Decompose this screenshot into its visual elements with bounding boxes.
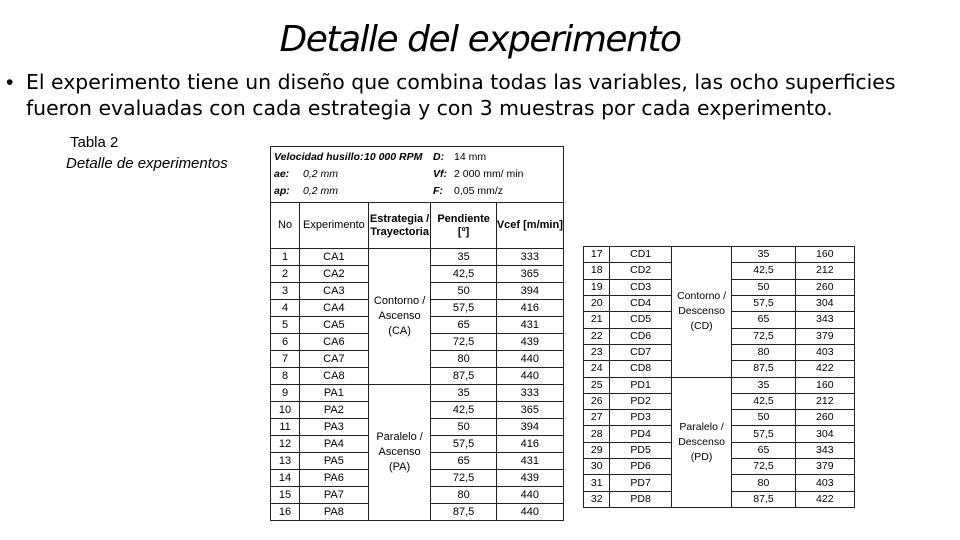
cell-no: 23 xyxy=(584,344,610,360)
parameters-cell xyxy=(271,147,564,203)
cell-no: 21 xyxy=(584,312,610,328)
cell-experimento: CD2 xyxy=(610,263,671,279)
param-d-value: 14 mm xyxy=(454,151,487,163)
param-d-label: D: xyxy=(433,151,445,163)
cell-pendiente: 35 xyxy=(431,249,496,266)
cell-vcef: 422 xyxy=(795,491,854,507)
cell-pendiente: 72,5 xyxy=(732,459,795,475)
cell-vcef: 160 xyxy=(795,247,854,263)
cell-experimento: CD4 xyxy=(610,295,671,311)
cell-experimento: CA6 xyxy=(300,334,369,351)
table-row xyxy=(271,249,564,266)
cell-pendiente: 50 xyxy=(431,419,496,436)
cell-vcef: 379 xyxy=(795,328,854,344)
cell-experimento: PA5 xyxy=(300,453,369,470)
param-ap-label: ap: xyxy=(274,185,290,197)
cell-vcef: 333 xyxy=(496,249,563,266)
cell-experimento: PA1 xyxy=(300,385,369,402)
cell-experimento: PD7 xyxy=(610,475,671,491)
cell-no: 26 xyxy=(584,393,610,409)
cell-experimento: CA4 xyxy=(300,300,369,317)
cell-experimento: CA8 xyxy=(300,368,369,385)
cell-experimento: CA7 xyxy=(300,351,369,368)
cell-vcef: 260 xyxy=(795,279,854,295)
cell-vcef: 304 xyxy=(795,295,854,311)
cell-experimento: CD5 xyxy=(610,312,671,328)
cell-vcef: 422 xyxy=(795,361,854,377)
cell-pendiente: 65 xyxy=(732,442,795,458)
cell-vcef: 431 xyxy=(496,317,563,334)
param-velocidad-value: 10 000 RPM xyxy=(364,151,423,163)
cell-experimento: CA1 xyxy=(300,249,369,266)
param-ap-value: 0,2 mm xyxy=(303,185,339,197)
cell-vcef: 365 xyxy=(496,266,563,283)
cell-vcef: 416 xyxy=(496,436,563,453)
cell-no: 16 xyxy=(271,504,300,521)
param-ae-label: ae: xyxy=(274,168,290,180)
parameters-block xyxy=(271,147,563,202)
cell-experimento: PD3 xyxy=(610,410,671,426)
cell-pendiente: 42,5 xyxy=(732,263,795,279)
cell-no: 20 xyxy=(584,295,610,311)
col-header-vcef: Vcef [m/min] xyxy=(496,203,563,249)
cell-no: 17 xyxy=(584,247,610,263)
strategy-group-pd: Paralelo / Descenso (PD) xyxy=(671,377,731,508)
table-row xyxy=(584,377,855,393)
param-ae-value: 0,2 mm xyxy=(303,168,339,180)
cell-no: 19 xyxy=(584,279,610,295)
strategy-group-pa: Paralelo / Ascenso (PA) xyxy=(368,385,431,521)
table-caption-title: Tabla 2 xyxy=(70,134,119,151)
cell-pendiente: 65 xyxy=(732,312,795,328)
cell-vcef: 431 xyxy=(496,453,563,470)
cell-experimento: CA2 xyxy=(300,266,369,283)
slide-title: Detalle del experimento xyxy=(279,19,681,60)
cell-vcef: 212 xyxy=(795,393,854,409)
cell-experimento: PD8 xyxy=(610,491,671,507)
cell-vcef: 212 xyxy=(795,263,854,279)
cell-pendiente: 50 xyxy=(431,283,496,300)
cell-experimento: CD1 xyxy=(610,247,671,263)
cell-no: 22 xyxy=(584,328,610,344)
cell-pendiente: 35 xyxy=(732,377,795,393)
cell-experimento: CA5 xyxy=(300,317,369,334)
cell-no: 30 xyxy=(584,459,610,475)
cell-vcef: 440 xyxy=(496,368,563,385)
cell-no: 29 xyxy=(584,442,610,458)
cell-experimento: CA3 xyxy=(300,283,369,300)
cell-no: 3 xyxy=(271,283,300,300)
cell-pendiente: 35 xyxy=(732,247,795,263)
cell-vcef: 394 xyxy=(496,283,563,300)
cell-vcef: 333 xyxy=(496,385,563,402)
cell-experimento: PA8 xyxy=(300,504,369,521)
col-header-no: No xyxy=(271,203,300,249)
cell-no: 13 xyxy=(271,453,300,470)
cell-pendiente: 87,5 xyxy=(431,368,496,385)
param-velocidad-label: Velocidad husillo: xyxy=(274,151,364,163)
cell-pendiente: 80 xyxy=(431,351,496,368)
cell-no: 31 xyxy=(584,475,610,491)
cell-pendiente: 65 xyxy=(431,453,496,470)
param-f-value: 0,05 mm/z xyxy=(454,185,504,197)
cell-no: 32 xyxy=(584,491,610,507)
cell-vcef: 379 xyxy=(795,459,854,475)
col-header-estrategia: Estrategia / Trayectoria xyxy=(368,203,431,249)
cell-vcef: 304 xyxy=(795,426,854,442)
cell-pendiente: 57,5 xyxy=(732,426,795,442)
cell-experimento: PD6 xyxy=(610,459,671,475)
cell-experimento: PA6 xyxy=(300,470,369,487)
cell-no: 18 xyxy=(584,263,610,279)
strategy-group-ca: Contorno / Ascenso (CA) xyxy=(368,249,431,385)
cell-pendiente: 80 xyxy=(431,487,496,504)
cell-pendiente: 72,5 xyxy=(431,470,496,487)
bullet-point xyxy=(6,69,956,121)
column-header-row xyxy=(271,203,564,249)
cell-pendiente: 65 xyxy=(431,317,496,334)
cell-pendiente: 80 xyxy=(732,475,795,491)
cell-vcef: 416 xyxy=(496,300,563,317)
cell-pendiente: 50 xyxy=(732,410,795,426)
cell-pendiente: 35 xyxy=(431,385,496,402)
cell-no: 9 xyxy=(271,385,300,402)
cell-experimento: CD7 xyxy=(610,344,671,360)
cell-pendiente: 57,5 xyxy=(732,295,795,311)
cell-pendiente: 50 xyxy=(732,279,795,295)
cell-no: 12 xyxy=(271,436,300,453)
cell-experimento: PA7 xyxy=(300,487,369,504)
param-vf-label: Vf: xyxy=(433,168,447,180)
table-caption-subtitle: Detalle de experimentos xyxy=(66,155,228,172)
cell-experimento: CD3 xyxy=(610,279,671,295)
cell-pendiente: 42,5 xyxy=(431,402,496,419)
cell-no: 7 xyxy=(271,351,300,368)
cell-experimento: PA4 xyxy=(300,436,369,453)
bullet-icon: • xyxy=(6,71,14,94)
bullet-text: El experimento tiene un diseño que combina todas las variables, las ocho superficies fueron evaluadas con cada estrategia y con 3 muestras por cada experimento. xyxy=(26,70,896,120)
cell-pendiente: 72,5 xyxy=(732,328,795,344)
cell-vcef: 439 xyxy=(496,470,563,487)
cell-vcef: 440 xyxy=(496,504,563,521)
cell-pendiente: 57,5 xyxy=(431,436,496,453)
cell-pendiente: 42,5 xyxy=(732,393,795,409)
cell-experimento: PD2 xyxy=(610,393,671,409)
cell-no: 5 xyxy=(271,317,300,334)
cell-no: 11 xyxy=(271,419,300,436)
cell-vcef: 403 xyxy=(795,475,854,491)
cell-vcef: 440 xyxy=(496,351,563,368)
cell-pendiente: 57,5 xyxy=(431,300,496,317)
cell-vcef: 403 xyxy=(795,344,854,360)
cell-pendiente: 72,5 xyxy=(431,334,496,351)
experiments-table-right xyxy=(583,246,855,508)
cell-no: 10 xyxy=(271,402,300,419)
param-f-label: F: xyxy=(433,185,443,197)
cell-experimento: PD1 xyxy=(610,377,671,393)
cell-experimento: PA3 xyxy=(300,419,369,436)
cell-experimento: PD4 xyxy=(610,426,671,442)
cell-vcef: 343 xyxy=(795,442,854,458)
cell-no: 27 xyxy=(584,410,610,426)
cell-experimento: PA2 xyxy=(300,402,369,419)
cell-no: 2 xyxy=(271,266,300,283)
cell-vcef: 343 xyxy=(795,312,854,328)
cell-vcef: 160 xyxy=(795,377,854,393)
experiments-table-left xyxy=(270,146,564,521)
parameters-row xyxy=(271,147,564,203)
cell-vcef: 260 xyxy=(795,410,854,426)
cell-no: 28 xyxy=(584,426,610,442)
cell-no: 15 xyxy=(271,487,300,504)
cell-vcef: 440 xyxy=(496,487,563,504)
cell-vcef: 439 xyxy=(496,334,563,351)
cell-pendiente: 87,5 xyxy=(732,361,795,377)
cell-no: 1 xyxy=(271,249,300,266)
cell-no: 25 xyxy=(584,377,610,393)
table-row xyxy=(271,385,564,402)
cell-pendiente: 80 xyxy=(732,344,795,360)
cell-experimento: CD8 xyxy=(610,361,671,377)
cell-no: 24 xyxy=(584,361,610,377)
cell-pendiente: 42,5 xyxy=(431,266,496,283)
cell-experimento: CD6 xyxy=(610,328,671,344)
cell-pendiente: 87,5 xyxy=(431,504,496,521)
cell-no: 6 xyxy=(271,334,300,351)
strategy-group-cd: Contorno / Descenso (CD) xyxy=(671,247,731,378)
cell-vcef: 394 xyxy=(496,419,563,436)
cell-experimento: PD5 xyxy=(610,442,671,458)
cell-no: 8 xyxy=(271,368,300,385)
cell-vcef: 365 xyxy=(496,402,563,419)
col-header-experimento: Experimento xyxy=(300,203,369,249)
cell-no: 14 xyxy=(271,470,300,487)
table-row xyxy=(584,247,855,263)
col-header-pendiente: Pendiente [º] xyxy=(431,203,496,249)
param-vf-value: 2 000 mm/ min xyxy=(454,168,524,180)
cell-no: 4 xyxy=(271,300,300,317)
cell-pendiente: 87,5 xyxy=(732,491,795,507)
